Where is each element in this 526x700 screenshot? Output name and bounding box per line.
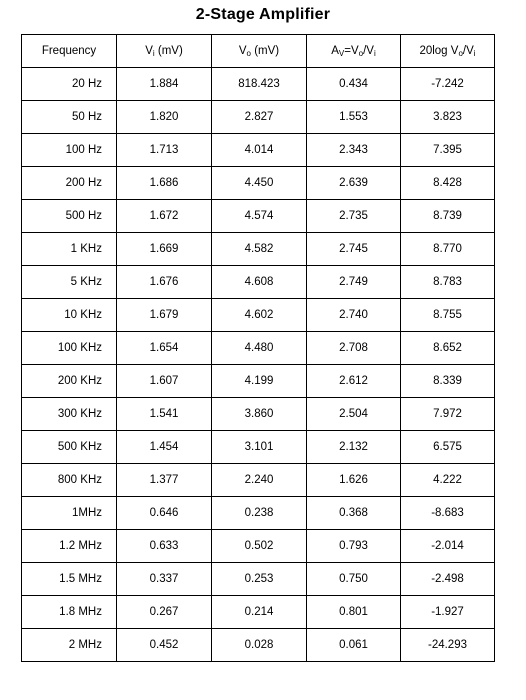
cell-frequency: 500 KHz xyxy=(22,431,117,464)
cell-vi: 0.452 xyxy=(117,629,212,662)
cell-frequency: 1.5 MHz xyxy=(22,563,117,596)
cell-av: 0.793 xyxy=(307,530,401,563)
cell-vi: 1.820 xyxy=(117,101,212,134)
cell-vo: 4.480 xyxy=(212,332,307,365)
table-row xyxy=(22,629,495,662)
cell-av: 2.749 xyxy=(307,266,401,299)
cell-vo: 0.214 xyxy=(212,596,307,629)
cell-av: 2.504 xyxy=(307,398,401,431)
header-av-part: A xyxy=(331,44,339,57)
header-vi xyxy=(117,35,212,68)
cell-vi: 1.669 xyxy=(117,233,212,266)
table-body xyxy=(22,68,495,662)
cell-vi: 1.672 xyxy=(117,200,212,233)
cell-av: 2.735 xyxy=(307,200,401,233)
cell-av: 0.061 xyxy=(307,629,401,662)
cell-db: -2.014 xyxy=(401,530,495,563)
cell-vi: 1.454 xyxy=(117,431,212,464)
cell-db: 7.972 xyxy=(401,398,495,431)
table-row xyxy=(22,398,495,431)
cell-vo: 4.582 xyxy=(212,233,307,266)
cell-db: 8.770 xyxy=(401,233,495,266)
cell-db: -8.683 xyxy=(401,497,495,530)
cell-av: 0.801 xyxy=(307,596,401,629)
header-vo xyxy=(212,35,307,68)
cell-db: 8.339 xyxy=(401,365,495,398)
cell-db: -7.242 xyxy=(401,68,495,101)
cell-db: -2.498 xyxy=(401,563,495,596)
cell-db: -1.927 xyxy=(401,596,495,629)
cell-vi: 1.377 xyxy=(117,464,212,497)
table-row xyxy=(22,167,495,200)
cell-frequency: 5 KHz xyxy=(22,266,117,299)
header-vo-subscript: o xyxy=(246,48,251,58)
cell-av: 2.612 xyxy=(307,365,401,398)
table-row xyxy=(22,299,495,332)
table-row xyxy=(22,101,495,134)
header-av-subscript: o xyxy=(358,48,364,58)
cell-frequency: 200 Hz xyxy=(22,167,117,200)
page-title: 2-Stage Amplifier xyxy=(195,6,331,23)
table-row xyxy=(22,563,495,596)
header-db-part: /V xyxy=(462,44,474,57)
cell-frequency: 500 Hz xyxy=(22,200,117,233)
cell-vi: 1.686 xyxy=(117,167,212,200)
cell-frequency: 1MHz xyxy=(22,497,117,530)
cell-av: 2.343 xyxy=(307,134,401,167)
cell-vi: 1.679 xyxy=(117,299,212,332)
table-row xyxy=(22,464,495,497)
cell-frequency: 10 KHz xyxy=(22,299,117,332)
table-row xyxy=(22,233,495,266)
cell-frequency: 50 Hz xyxy=(22,101,117,134)
header-vo-unit: (mV) xyxy=(251,44,280,57)
cell-vo: 818.423 xyxy=(212,68,307,101)
cell-vo: 2.240 xyxy=(212,464,307,497)
header-db-subscript: o xyxy=(458,48,463,58)
cell-frequency: 100 KHz xyxy=(22,332,117,365)
cell-vi: 1.676 xyxy=(117,266,212,299)
table-row xyxy=(22,530,495,563)
header-vi-subscript: i xyxy=(152,48,155,58)
header-vi-unit: (mV) xyxy=(154,44,183,57)
cell-vi: 1.541 xyxy=(117,398,212,431)
cell-vi: 1.713 xyxy=(117,134,212,167)
cell-av: 2.132 xyxy=(307,431,401,464)
table-header-row xyxy=(22,35,495,68)
cell-av: 0.750 xyxy=(307,563,401,596)
cell-vo: 0.253 xyxy=(212,563,307,596)
table-row xyxy=(22,596,495,629)
cell-av: 0.368 xyxy=(307,497,401,530)
cell-vo: 4.450 xyxy=(212,167,307,200)
header-frequency: Frequency xyxy=(22,35,117,68)
cell-av: 2.740 xyxy=(307,299,401,332)
header-vo-symbol: V xyxy=(238,44,247,57)
table-row xyxy=(22,200,495,233)
cell-vi: 0.633 xyxy=(117,530,212,563)
cell-frequency: 800 KHz xyxy=(22,464,117,497)
cell-vi: 0.646 xyxy=(117,497,212,530)
cell-db: 8.755 xyxy=(401,299,495,332)
cell-vo: 4.014 xyxy=(212,134,307,167)
cell-vo: 3.101 xyxy=(212,431,307,464)
amplifier-table xyxy=(21,34,495,662)
cell-frequency: 1.2 MHz xyxy=(22,530,117,563)
table-row xyxy=(22,365,495,398)
cell-vo: 3.860 xyxy=(212,398,307,431)
cell-vi: 1.607 xyxy=(117,365,212,398)
cell-vo: 2.827 xyxy=(212,101,307,134)
header-av xyxy=(307,35,401,68)
cell-vo: 4.602 xyxy=(212,299,307,332)
cell-vi: 1.654 xyxy=(117,332,212,365)
cell-vi: 0.267 xyxy=(117,596,212,629)
header-av-subscript: i xyxy=(373,48,376,58)
table-row xyxy=(22,497,495,530)
cell-vo: 0.502 xyxy=(212,530,307,563)
header-av-subscript: V xyxy=(338,48,345,58)
table-row xyxy=(22,266,495,299)
cell-av: 2.708 xyxy=(307,332,401,365)
cell-vi: 1.884 xyxy=(117,68,212,101)
cell-av: 2.745 xyxy=(307,233,401,266)
header-vi-symbol: V xyxy=(145,44,153,57)
cell-vo: 0.028 xyxy=(212,629,307,662)
cell-db: 8.428 xyxy=(401,167,495,200)
cell-frequency: 1.8 MHz xyxy=(22,596,117,629)
cell-frequency: 200 KHz xyxy=(22,365,117,398)
header-av-part: /V xyxy=(363,44,374,57)
cell-av: 1.626 xyxy=(307,464,401,497)
cell-db: 8.652 xyxy=(401,332,495,365)
cell-vo: 4.608 xyxy=(212,266,307,299)
cell-frequency: 300 KHz xyxy=(22,398,117,431)
cell-frequency: 1 KHz xyxy=(22,233,117,266)
cell-frequency: 20 Hz xyxy=(22,68,117,101)
cell-vo: 4.199 xyxy=(212,365,307,398)
cell-db: 8.739 xyxy=(401,200,495,233)
cell-vo: 0.238 xyxy=(212,497,307,530)
cell-db: -24.293 xyxy=(401,629,495,662)
cell-db: 3.823 xyxy=(401,101,495,134)
table-row xyxy=(22,68,495,101)
header-db-subscript: i xyxy=(473,48,476,58)
cell-av: 2.639 xyxy=(307,167,401,200)
cell-vo: 4.574 xyxy=(212,200,307,233)
header-db xyxy=(401,35,495,68)
cell-vi: 0.337 xyxy=(117,563,212,596)
cell-frequency: 2 MHz xyxy=(22,629,117,662)
cell-db: 6.575 xyxy=(401,431,495,464)
table-row xyxy=(22,431,495,464)
header-av-part: =V xyxy=(344,44,359,57)
cell-db: 7.395 xyxy=(401,134,495,167)
table-row xyxy=(22,332,495,365)
cell-av: 1.553 xyxy=(307,101,401,134)
cell-frequency: 100 Hz xyxy=(22,134,117,167)
table-row xyxy=(22,134,495,167)
cell-av: 0.434 xyxy=(307,68,401,101)
cell-db: 8.783 xyxy=(401,266,495,299)
cell-db: 4.222 xyxy=(401,464,495,497)
header-db-part: 20log V xyxy=(419,44,459,57)
